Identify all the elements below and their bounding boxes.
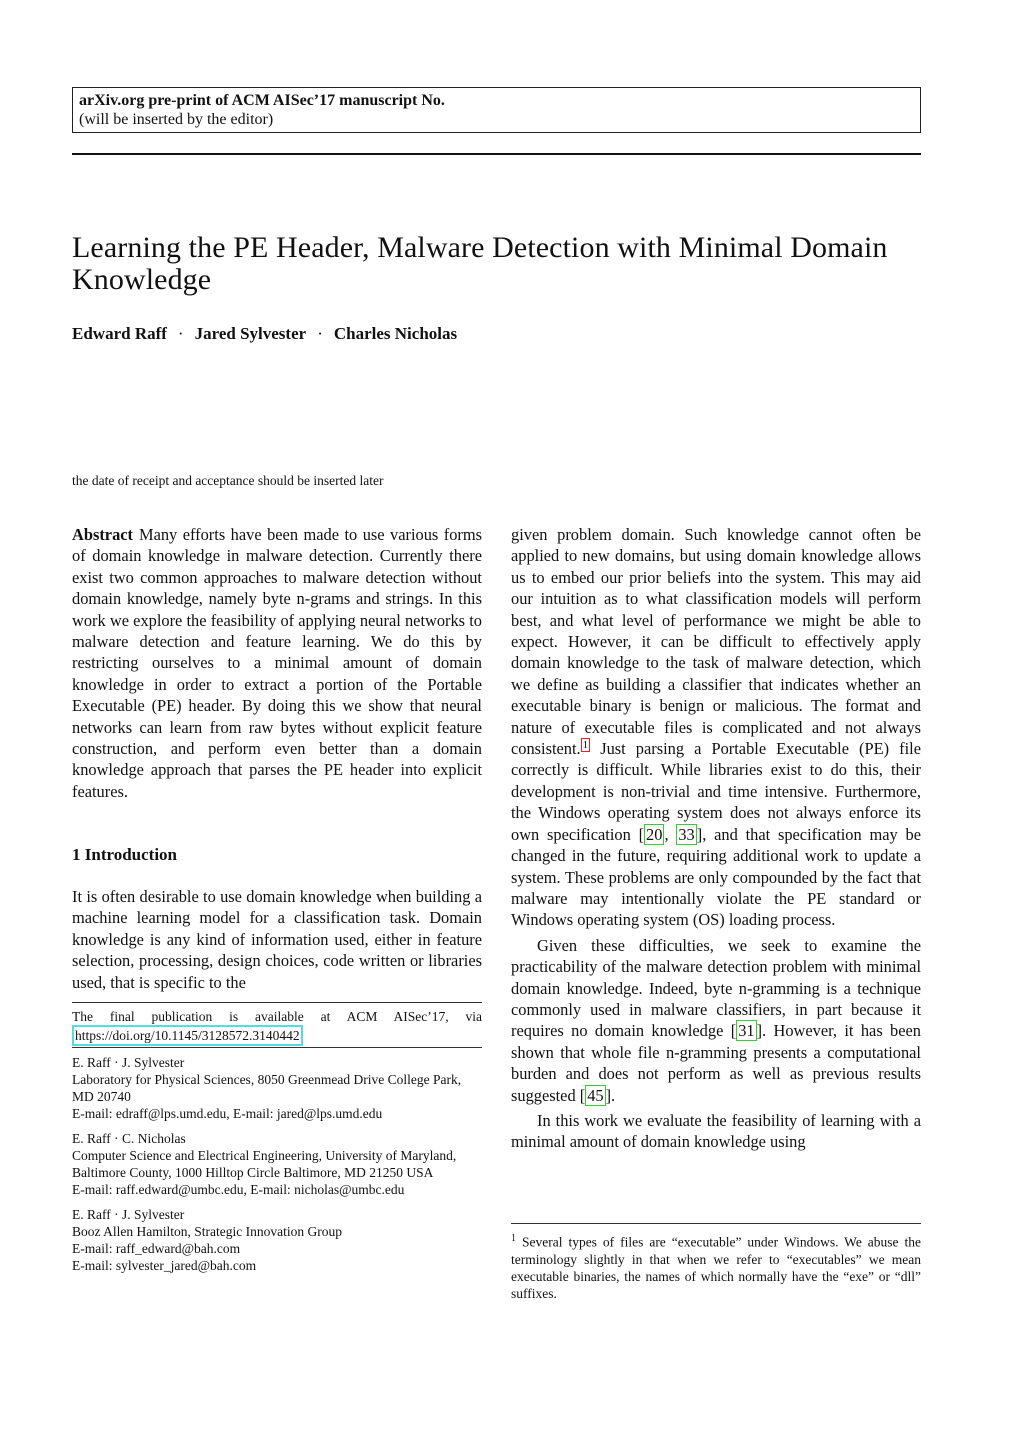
affiliation-block (72, 1054, 484, 1122)
preprint-notice (72, 87, 921, 133)
citation-link[interactable]: 31 (738, 1021, 755, 1041)
author-list (72, 324, 672, 344)
affiliation-names: E. Raff · C. Nicholas (72, 1131, 186, 1146)
intro-paragraph: In this work we evaluate the feasibility of learning with a minimal amount of domain knowledge using (511, 1110, 921, 1152)
intro-left-column (72, 886, 482, 993)
footnote-rule (72, 1002, 482, 1003)
footnote-rule (511, 1223, 921, 1224)
citation-link[interactable]: 33 (678, 824, 695, 844)
intro-paragraph: It is often desirable to use domain knowledge when building a machine learning model for a classification task. Domain knowledge is any kind of information used, either in feature selection, processing, design choices, code written or libraries used, that is specific to the (72, 887, 482, 992)
intro-text: ], and that specification may be changed in the future, requiring additional work to update a system. These problems are only compounded by the fact that malware may intentionally violate the PE standard or Windows operating system (OS) loading process. (511, 824, 921, 930)
footnote (511, 1230, 921, 1302)
publication-note (72, 1008, 482, 1046)
intro-paragraph (511, 935, 921, 1106)
footnote-link[interactable]: 1 (582, 738, 589, 751)
doi-link[interactable]: https://doi.org/10.1145/3128572.3140442 (72, 1025, 303, 1046)
publication-note-text: The final publication is available at ACM AISec’17, via (72, 1009, 482, 1024)
intro-text: ]. (605, 1085, 616, 1105)
affiliation-rule (72, 1047, 482, 1048)
header-rule (72, 153, 921, 155)
preprint-line-1: arXiv.org pre-print of ACM AISec’17 manuscript No. (79, 92, 445, 109)
author-name: Jared Sylvester (194, 324, 307, 343)
affiliation-email: E-mail: sylvester_jared@bah.com (72, 1258, 257, 1273)
affiliation-address: Computer Science and Electrical Engineering, University of Maryland, Baltimore County, 1000 Hilltop Circle Baltimore, MD 21250 USA (72, 1148, 457, 1180)
intro-text: ]. However, it has been shown that whole file n-gramming presents a computational burden and does not perform as well as previous results suggested [ (511, 1021, 921, 1105)
author-separator: · (177, 324, 184, 343)
affiliation-email: E-mail: edraff@lps.umd.edu, E-mail: jared@lps.umd.edu (72, 1106, 383, 1121)
footnote-text: Several types of files are “executable” under Windows. We abuse the terminology slightly in that when we refer to “executables” we mean executable binaries, the names of which normally have the “exe” or “dll” suffixes. (511, 1234, 921, 1301)
affiliation-email: E-mail: raff_edward@bah.com (72, 1241, 241, 1256)
affiliation-block (72, 1206, 484, 1274)
author-name: Edward Raff (72, 324, 167, 343)
intro-text: Given these difficulties, we seek to examine the practicability of the malware detection problem with minimal domain knowledge. Indeed, byte n-gramming is a technique commonly used in malware classifiers, in part because it requires no domain knowledge [ (511, 935, 921, 1041)
citation-link[interactable]: 20 (646, 824, 663, 844)
date-note: the date of receipt and acceptance should be inserted later (72, 473, 384, 488)
intro-paragraph: given problem domain. Such knowledge cannot often be applied to new domains, but using domain knowledge allows us to embed our prior beliefs into the system. This may aid our intuition as to what classification models will perform best, and what level of performance we might be able to expect. However, it can be difficult to effectively apply domain knowledge to the task of malware detection, which we define as building a classifier that indicates whether an executable binary is benign or malicious. The format and nature of executable files is complicated and not always consistent. $^1$ Just parsing a Portable Executable (PE) file correctly is difficult. While libraries exist to do this, their development is non-trivial and time intensive. Furthermore, the Windows operating system does not always enforce its own specification [ 20 , 33 ], and that specification may be changed in the future, requiring additional work to update a system. These problems are only compounded by the fact that malware may intentionally violate the PE standard or Windows operating system (OS) loading process. (511, 525, 921, 930)
preprint-line-2: (will be inserted by the editor) (79, 111, 274, 128)
affiliation-names: E. Raff · J. Sylvester (72, 1207, 185, 1222)
abstract-text: Many efforts have been made to use various forms of domain knowledge in malware detection. Currently there exist two common approaches to malware detection without domain knowledge, namely byte n-grams and strings. In this work we explore the feasibility of applying neural networks to malware detection and feature learning. We do this by restricting ourselves to a minimal amount of domain knowledge in order to extract a portion of the Portable Executable (PE) header. By doing this we show that neural networks can learn from raw bytes without explicit feature construction, and perform even better than a domain knowledge approach that parses the PE header into explicit features. (72, 525, 482, 801)
intro-text: given problem domain. Such knowledge cannot often be applied to new domains, but using domain knowledge allows us to embed our prior beliefs into the system. This may aid our intuition as to what classification models will perform best, and what level of performance we might be able to expect. However, it can be difficult to effectively apply domain knowledge to the task of malware detection, which we define as building a classifier that indicates whether an executable binary is benign or malicious. The format and nature of executable files is complicated and not always consistent. (511, 525, 921, 759)
affiliations (72, 1054, 484, 1282)
author-separator: · (317, 324, 323, 343)
author-name: Charles Nicholas (333, 324, 458, 343)
footnote-number: 1 (511, 1233, 516, 1244)
affiliation-email: E-mail: raff.edward@umbc.edu, E-mail: nicholas@umbc.edu (72, 1182, 405, 1197)
intro-text: Just parsing a Portable Executable (PE) file correctly is difficult. While libraries exist to do this, their development is non-trivial and time intensive. Furthermore, the Windows operating system does not always enforce its own specification [ (511, 739, 921, 844)
paper-title: Learning the PE Header, Malware Detection with Minimal Domain Knowledge (72, 231, 888, 296)
citation-link[interactable]: 45 (587, 1085, 604, 1105)
affiliation-address: Laboratory for Physical Sciences, 8050 Greenmead Drive College Park, MD 20740 (72, 1072, 462, 1104)
abstract-label: Abstract (72, 525, 133, 544)
section-heading-introduction: 1 Introduction (72, 845, 178, 864)
affiliation-names: E. Raff · J. Sylvester (72, 1055, 185, 1070)
affiliation-block (72, 1130, 484, 1198)
intro-right-column (511, 524, 921, 1153)
abstract (72, 524, 482, 802)
affiliation-address: Booz Allen Hamilton, Strategic Innovation Group (72, 1224, 342, 1239)
